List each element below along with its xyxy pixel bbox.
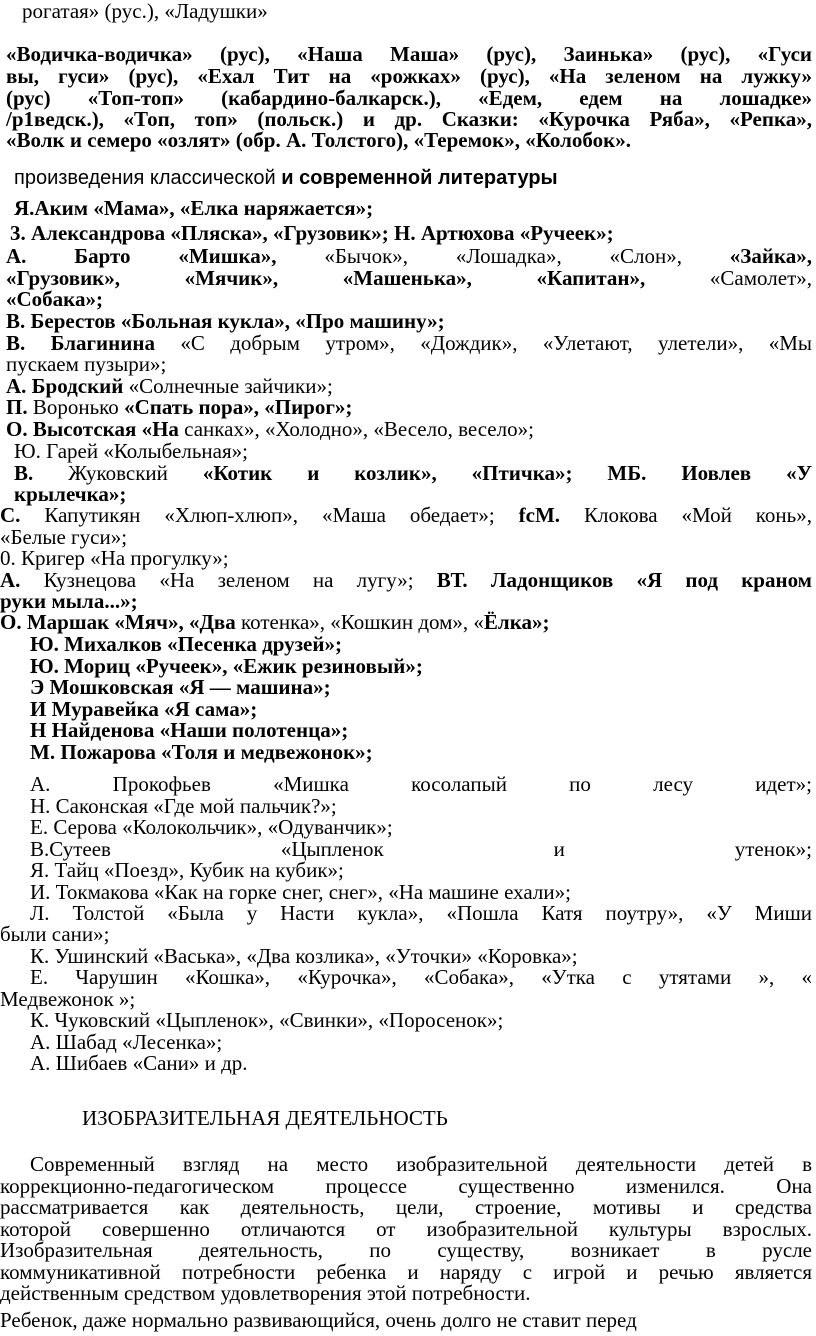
author-entry: 0. Кригер «На прогулку»; — [0, 546, 229, 570]
author-entry: А. Кузнецова «На зеленом на лугу»; ВТ. Ладонщиков «Я под краном — [0, 568, 812, 592]
section-heading: произведения классической и современной литературы — [14, 167, 558, 189]
author-entry: М. Пожарова «Толя и медвежонок»; — [30, 740, 373, 764]
paragraph-line: которой совершенно отличаются от изобразительной культуры взрослых. — [0, 1217, 812, 1241]
author-entry: С. Капутикян «Хлюп-хлюп», «Маша обедает»; fсМ. Клокова «Мой конь», — [0, 503, 812, 527]
author-entry: Е. Серова «Колокольчик», «Одуванчик»; — [30, 815, 393, 839]
paragraph-line: коррекционно-педагогическом процессе существенно изменился. Она — [0, 1174, 812, 1198]
author-entry: Е. Чарушин «Кошка», «Курочка», «Собака», «Утка с утятами », « — [30, 965, 812, 989]
author-entry: О. Маршак «Мяч», «Два котенка», «Кошкин дом», «Ёлка»; — [0, 610, 550, 634]
author-entry: К. Чуковский «Цыпленок», «Свинки», «Поросенок»; — [30, 1008, 504, 1032]
author-entry: Н. Саконская «Где мой пальчик?»; — [30, 794, 337, 818]
author-entry: Медвежонок »; — [0, 987, 136, 1011]
author-entry: П. Воронько «Спать пора», «Пирог»; — [6, 395, 353, 419]
author-entry: Н Найденова «Наши полотенца»; — [30, 718, 349, 742]
author-entry: А. Шабад «Лесенка»; — [30, 1030, 223, 1054]
author-entry: 3. Александрова «Пляска», «Грузовик»; Н. Артюхова «Ручеек»; — [10, 221, 614, 245]
text-line: вы, гуси» (рус), «Ехал Тит на «рожках» (рус), «На зеленом на лужку» — [6, 64, 812, 88]
author-entry: А. Бродский «Солнечные зайчики»; — [6, 374, 333, 398]
author-entry: В. Благинина «С добрым утром», «Дождик», «Улетают, улетели», «Мы — [6, 331, 812, 355]
text-line: (рус) «Топ-топ» (кабардино-балкарск.), «Едем, едем на лошадке» — [6, 86, 812, 110]
author-entry: В.Сутеев «Цыпленок и утенок»; — [30, 837, 812, 861]
author-entry: К. Ушинский «Васька», «Два козлика», «Уточки» «Коровка»; — [30, 944, 578, 968]
text-line: рогатая» (рус.), «Ладушки» — [22, 0, 268, 23]
text-line: «Водичка-водичка» (рус), «Наша Маша» (рус), Заинька» (рус), «Гуси — [6, 42, 812, 66]
author-entry: В. Берестов «Больная кукла», «Про машину»; — [6, 309, 445, 333]
author-entry: А. Прокофьев «Мишка косолапый по лесу идет»; — [30, 772, 812, 796]
author-entry: Я. Тайц «Поезд», Кубик на кубик»; — [30, 858, 344, 882]
text-line: /р1ведск.), «Топ, топ» (польск.) и др. Сказки: «Курочка Ряба», «Репка», — [6, 107, 812, 131]
author-entry: Э Мошковская «Я — машина»; — [30, 675, 331, 699]
paragraph-line: Современный взгляд на место изобразительной деятельности детей в — [30, 1152, 812, 1176]
paragraph-line: Изобразительная деятельность, по существу, возникает в русле — [0, 1238, 812, 1262]
author-entry: были сани»; — [0, 922, 110, 946]
paragraph-line: коммуникативной потребности ребенка и наряду с игрой и речью является — [0, 1260, 812, 1284]
paragraph-line: рассматривается как деятельность, цели, строение, мотивы и средства — [0, 1195, 812, 1219]
art-heading: ИЗОБРАЗИТЕЛЬНАЯ ДЕЯТЕЛЬНОСТЬ — [82, 1106, 448, 1130]
author-entry: «Собака»; — [6, 287, 103, 311]
author-entry: «Белые гуси»; — [0, 525, 128, 549]
text-line: «Волк и семеро «озлят» (обр. А. Толстого), «Теремок», «Колобок». — [6, 128, 631, 152]
author-entry: В. Жуковский «Котик и козлик», «Птичка»; МБ. Иовлев «У — [14, 461, 812, 485]
author-entry: руки мыла...»; — [0, 589, 138, 613]
author-entry: Ю. Мориц «Ручеек», «Ежик резиновый»; — [30, 654, 423, 678]
author-entry: пускаем пузыри»; — [6, 352, 167, 376]
author-entry: А. Барто «Мишка», «Бычок», «Лошадка», «Слон», «Зайка», — [6, 244, 813, 268]
author-entry: И. Токмакова «Как на горке снег, снег», «На машине ехали»; — [30, 880, 571, 904]
author-entry: А. Шибаев «Сани» и др. — [30, 1051, 248, 1075]
author-entry: Я.Аким «Мама», «Елка наряжается»; — [14, 196, 374, 220]
author-entry: «Грузовик», «Мячик», «Машенька», «Капитан», «Самолет», — [6, 266, 812, 290]
author-entry: крылечка»; — [14, 482, 127, 506]
author-entry: Ю. Михалков «Песенка друзей»; — [30, 632, 342, 656]
paragraph-line: Ребенок, даже нормально развивающийся, очень долго не ставит перед — [0, 1308, 637, 1332]
author-entry: О. Высотская «На санках», «Холодно», «Весело, весело»; — [6, 417, 534, 441]
author-entry: Л. Толстой «Была у Насти кукла», «Пошла Катя поутру», «У Миши — [30, 901, 812, 925]
paragraph-line: действенным средством удовлетворения этой потребности. — [0, 1281, 531, 1305]
author-entry: Ю. Гарей «Колыбельная»; — [14, 439, 248, 463]
author-entry: И Муравейка «Я сама»; — [30, 697, 258, 721]
